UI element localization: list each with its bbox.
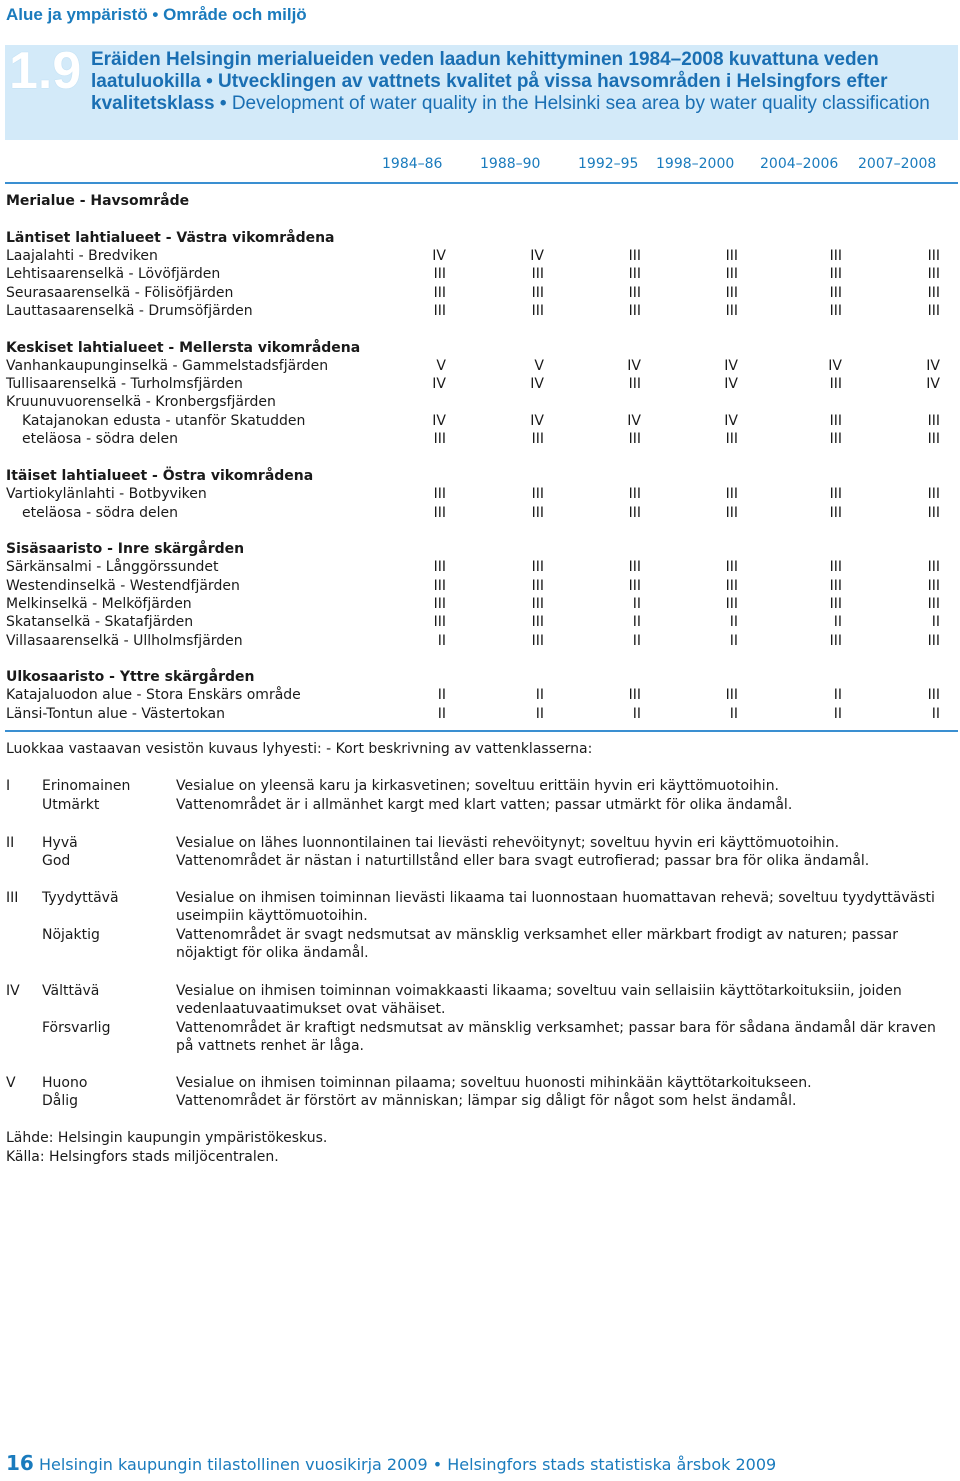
quality-class-cell: IV (432, 248, 446, 264)
table-row (0, 284, 960, 302)
year-header: 1984–86 (382, 156, 443, 172)
quality-class-cell: III (725, 431, 738, 447)
quality-class-cell: III (927, 413, 940, 429)
section-heading: Läntiset lahtialueet - Västra vikområdena (6, 230, 335, 246)
legend-class-code: I (6, 778, 11, 794)
quality-class-cell: III (829, 413, 842, 429)
section-heading: Keskiset lahtialueet - Mellersta vikområdena (6, 340, 361, 356)
table-row (0, 412, 960, 430)
quality-class-cell: II (437, 687, 446, 703)
table-row (0, 558, 960, 576)
quality-class-cell: IV (828, 358, 842, 374)
area-label: Melkinselkä - Melköfjärden (6, 596, 192, 612)
quality-class-cell: III (829, 303, 842, 319)
page-footer (6, 1451, 776, 1475)
table-row (0, 686, 960, 704)
table-row (0, 265, 960, 283)
area-label: Katajaluodon alue - Stora Enskärs område (6, 687, 301, 703)
quality-class-cell: III (725, 486, 738, 502)
section-heading: Sisäsaaristo - Inre skärgården (6, 541, 245, 557)
quality-class-cell: III (433, 614, 446, 630)
quality-class-cell: III (725, 303, 738, 319)
quality-class-cell: V (436, 358, 446, 374)
table-row (0, 577, 960, 595)
quality-class-cell: IV (530, 413, 544, 429)
quality-class-cell: III (531, 431, 544, 447)
quality-class-cell: III (927, 266, 940, 282)
source-sv: Källa: Helsingfors stads miljöcentralen. (6, 1149, 279, 1165)
quality-class-cell: II (632, 614, 641, 630)
quality-class-cell: II (632, 596, 641, 612)
quality-class-cell: II (833, 687, 842, 703)
section-heading-row (0, 540, 960, 558)
quality-class-cell: IV (724, 413, 738, 429)
legend-class-code: II (6, 835, 15, 851)
legend-intro: Luokkaa vastaavan vesistön kuvaus lyhyesti: - Kort beskrivning av vattenklasserna: (6, 741, 593, 757)
quality-class-cell: III (829, 633, 842, 649)
quality-class-cell: III (531, 596, 544, 612)
legend-description-fi: Vesialue on ihmisen toiminnan pilaama; soveltuu huonosti mihinkään käyttötarkoitukseen. (176, 1075, 812, 1091)
section-heading: Itäiset lahtialueet - Östra vikområdena (6, 468, 314, 484)
year-header: 1998–2000 (656, 156, 735, 172)
quality-class-cell: III (725, 505, 738, 521)
source-fi: Lähde: Helsingin kaupungin ympäristökeskus. (6, 1130, 328, 1146)
quality-class-cell: III (927, 578, 940, 594)
quality-class-cell: IV (530, 376, 544, 392)
quality-class-cell: III (829, 596, 842, 612)
title-fi: Eräiden Helsingin merialueiden veden laadun kehittyminen 1984–2008 kuvattuna veden laatuluokilla (91, 49, 879, 92)
quality-class-cell: III (829, 578, 842, 594)
legend-class-code: III (6, 890, 19, 906)
legend-description-fi: Vesialue on ihmisen toiminnan voimakkaasti likaama; soveltuu vain sellaisiin käyttötarkoituksiin, joiden vedenlaatuvaatimukset ovat vähäiset. (176, 983, 902, 1017)
year-header: 1992–95 (578, 156, 639, 172)
area-label: Skatanselkä - Skatafjärden (6, 614, 194, 630)
quality-class-cell: III (531, 303, 544, 319)
quality-class-cell: IV (432, 413, 446, 429)
quality-class-cell: III (433, 266, 446, 282)
title-sv: Utvecklingen av vattnets kvalitet på vissa havsområden i Helsingfors efter kvalitetsklass (91, 71, 888, 114)
quality-class-cell: II (535, 687, 544, 703)
quality-class-cell: II (535, 706, 544, 722)
title-sep-1: • (200, 71, 219, 92)
quality-class-cell: III (628, 578, 641, 594)
table-row (0, 247, 960, 265)
page-number: 16 (6, 1451, 34, 1475)
quality-class-cell: III (829, 559, 842, 575)
table-row (0, 302, 960, 320)
quality-class-cell: III (829, 248, 842, 264)
table-row (0, 613, 960, 631)
year-header: 2007–2008 (858, 156, 937, 172)
section-heading-row (0, 668, 960, 686)
quality-class-cell: III (433, 303, 446, 319)
quality-class-cell: IV (926, 376, 940, 392)
quality-class-cell: III (829, 285, 842, 301)
area-label: Länsi-Tontun alue - Västertokan (6, 706, 225, 722)
table-row (0, 485, 960, 503)
quality-class-cell: III (433, 505, 446, 521)
area-label: Westendinselkä - Westendfjärden (6, 578, 240, 594)
area-label: Seurasaarenselkä - Fölisöfjärden (6, 285, 234, 301)
quality-class-cell: III (628, 285, 641, 301)
table-row (0, 705, 960, 723)
legend-class-name-fi: Erinomainen (42, 778, 131, 794)
quality-class-cell: II (632, 706, 641, 722)
area-label: Katajanokan edusta - utanför Skatudden (22, 413, 306, 429)
area-column-header: Merialue - Havsområde (6, 193, 190, 209)
quality-class-cell: IV (724, 358, 738, 374)
quality-class-cell: III (927, 559, 940, 575)
quality-class-cell: II (931, 706, 940, 722)
table-number: 1.9 (9, 42, 82, 100)
legend-class-name-sv: Nöjaktig (42, 927, 100, 943)
table-row (0, 430, 960, 448)
quality-class-cell: III (829, 486, 842, 502)
legend-class-name-fi: Hyvä (42, 835, 78, 851)
area-label: Lehtisaarenselkä - Lövöfjärden (6, 266, 221, 282)
quality-class-cell: III (927, 431, 940, 447)
quality-class-cell: III (433, 486, 446, 502)
section-heading-row (0, 339, 960, 357)
quality-class-cell: III (725, 285, 738, 301)
quality-class-cell: III (927, 596, 940, 612)
quality-class-cell: III (531, 285, 544, 301)
area-label: Tullisaarenselkä - Turholmsfjärden (6, 376, 243, 392)
table-row (0, 595, 960, 613)
quality-class-cell: III (628, 376, 641, 392)
quality-class-cell: III (531, 578, 544, 594)
legend-class-name-sv: Utmärkt (42, 797, 100, 813)
legend-class-code: V (6, 1075, 16, 1091)
title-en: Development of water quality in the Helsinki sea area by water quality classification (231, 93, 930, 114)
quality-class-cell: III (927, 486, 940, 502)
quality-class-cell: III (725, 266, 738, 282)
quality-class-cell: II (931, 614, 940, 630)
quality-class-cell: IV (530, 248, 544, 264)
legend-description-sv: Vattenområdet är kraftigt nedsmutsat av mänsklig verksamhet; passar bara för sådana ändamål där kraven på vattnets renhet är låga. (176, 1020, 936, 1054)
legend-class-name-sv: God (42, 853, 71, 869)
quality-class-cell: IV (724, 376, 738, 392)
legend-class-name-fi: Huono (42, 1075, 88, 1091)
quality-class-cell: II (437, 706, 446, 722)
table-title (91, 49, 941, 115)
quality-class-cell: III (725, 596, 738, 612)
legend-class-name-sv: Försvarlig (42, 1020, 111, 1036)
quality-class-cell: IV (627, 413, 641, 429)
area-label: Särkänsalmi - Långgörssundet (6, 559, 219, 575)
quality-class-cell: III (927, 303, 940, 319)
quality-class-cell: III (725, 687, 738, 703)
quality-class-cell: III (628, 248, 641, 264)
quality-class-cell: III (927, 248, 940, 264)
quality-class-cell: III (829, 266, 842, 282)
legend-description-sv: Vattenområdet är i allmänhet kargt med klart vatten; passar utmärkt för olika ändamål. (176, 797, 793, 813)
legend-class-name-fi: Tyydyttävä (42, 890, 119, 906)
legend-description-sv: Vattenområdet är nästan i naturtillstånd eller bara svagt eutrofierad; passar bra för olika ändamål. (176, 853, 870, 869)
legend-description-fi: Vesialue on lähes luonnontilainen tai lievästi rehevöitynyt; soveltuu hyvin eri käyttömuotoihin. (176, 835, 840, 851)
section-heading-row (0, 467, 960, 485)
section-heading-row (0, 229, 960, 247)
quality-class-cell: IV (432, 376, 446, 392)
quality-class-cell: II (833, 614, 842, 630)
area-label: Vartiokylänlahti - Botbyviken (6, 486, 207, 502)
area-label: Villasaarenselkä - Ullholmsfjärden (6, 633, 243, 649)
quality-class-cell: III (628, 486, 641, 502)
quality-class-cell: III (531, 633, 544, 649)
table-row (0, 357, 960, 375)
area-label: Lauttasaarenselkä - Drumsöfjärden (6, 303, 253, 319)
section-heading: Ulkosaaristo - Yttre skärgården (6, 669, 255, 685)
legend-description-sv: Vattenområdet är förstört av människan; lämpar sig dåligt för något som helst ändamål. (176, 1093, 797, 1109)
year-header: 2004–2006 (760, 156, 839, 172)
area-label: Laajalahti - Bredviken (6, 248, 158, 264)
table-row (0, 632, 960, 650)
area-label: Vanhankaupunginselkä - Gammelstadsfjärden (6, 358, 329, 374)
legend-class-name-fi: Välttävä (42, 983, 100, 999)
quality-class-cell: II (437, 633, 446, 649)
quality-class-cell: II (729, 633, 738, 649)
legend-description-fi: Vesialue on ihmisen toiminnan lievästi likaama tai luonnostaan huomattavan rehevä; soveltuu tyydyttävästi useimpiin käyttömuotoihin. (176, 890, 935, 924)
quality-class-cell: III (433, 285, 446, 301)
table-row (0, 504, 960, 522)
area-label: eteläosa - södra delen (22, 431, 178, 447)
quality-class-cell: III (433, 431, 446, 447)
page-header: Alue ja ympäristö • Område och miljö (6, 5, 307, 24)
quality-class-cell: III (927, 633, 940, 649)
table-bottom-rule (5, 730, 958, 732)
quality-class-cell: II (833, 706, 842, 722)
quality-class-cell: II (632, 633, 641, 649)
quality-class-cell: III (829, 505, 842, 521)
quality-class-cell: III (725, 248, 738, 264)
quality-class-cell: III (725, 578, 738, 594)
quality-class-cell: III (433, 578, 446, 594)
quality-class-cell: III (628, 431, 641, 447)
header-rule (5, 182, 958, 184)
quality-class-cell: IV (926, 358, 940, 374)
legend-class-name-sv: Dålig (42, 1093, 79, 1109)
quality-class-cell: III (628, 303, 641, 319)
title-sep-2: • (214, 93, 232, 114)
quality-class-cell: III (433, 596, 446, 612)
year-header: 1988–90 (480, 156, 541, 172)
quality-class-cell: III (829, 376, 842, 392)
quality-class-cell: III (531, 614, 544, 630)
footer-sep: • (427, 1455, 448, 1474)
quality-class-cell: III (628, 687, 641, 703)
table-row (0, 375, 960, 393)
quality-class-cell: III (531, 559, 544, 575)
table-row (0, 393, 960, 411)
footer-sv: Helsingfors stads statistiska årsbok 2009 (447, 1455, 777, 1474)
quality-class-cell: II (729, 614, 738, 630)
quality-class-cell: III (628, 505, 641, 521)
quality-class-cell: III (829, 431, 842, 447)
footer-fi: Helsingin kaupungin tilastollinen vuosikirja 2009 (38, 1455, 428, 1474)
legend-class-code: IV (6, 983, 20, 999)
quality-class-cell: III (927, 285, 940, 301)
quality-class-cell: III (628, 266, 641, 282)
quality-class-cell: III (433, 559, 446, 575)
quality-class-cell: III (927, 687, 940, 703)
area-label: eteläosa - södra delen (22, 505, 178, 521)
quality-class-cell: III (531, 505, 544, 521)
legend-description-fi: Vesialue on yleensä karu ja kirkasvetinen; soveltuu erittäin hyvin eri käyttömuotoihin. (176, 778, 780, 794)
quality-class-cell: III (531, 486, 544, 502)
area-label: Kruunuvuorenselkä - Kronbergsfjärden (6, 394, 276, 410)
quality-class-cell: V (534, 358, 544, 374)
quality-class-cell: IV (627, 358, 641, 374)
quality-class-cell: III (531, 266, 544, 282)
legend-description-sv: Vattenområdet är svagt nedsmutsat av mänsklig verksamhet eller märkbart frodigt av naturen; passar nöjaktigt för olika ändamål. (176, 927, 898, 961)
quality-class-cell: III (927, 505, 940, 521)
quality-class-cell: III (725, 559, 738, 575)
quality-class-cell: III (628, 559, 641, 575)
title-box (5, 42, 958, 140)
quality-class-cell: II (729, 706, 738, 722)
